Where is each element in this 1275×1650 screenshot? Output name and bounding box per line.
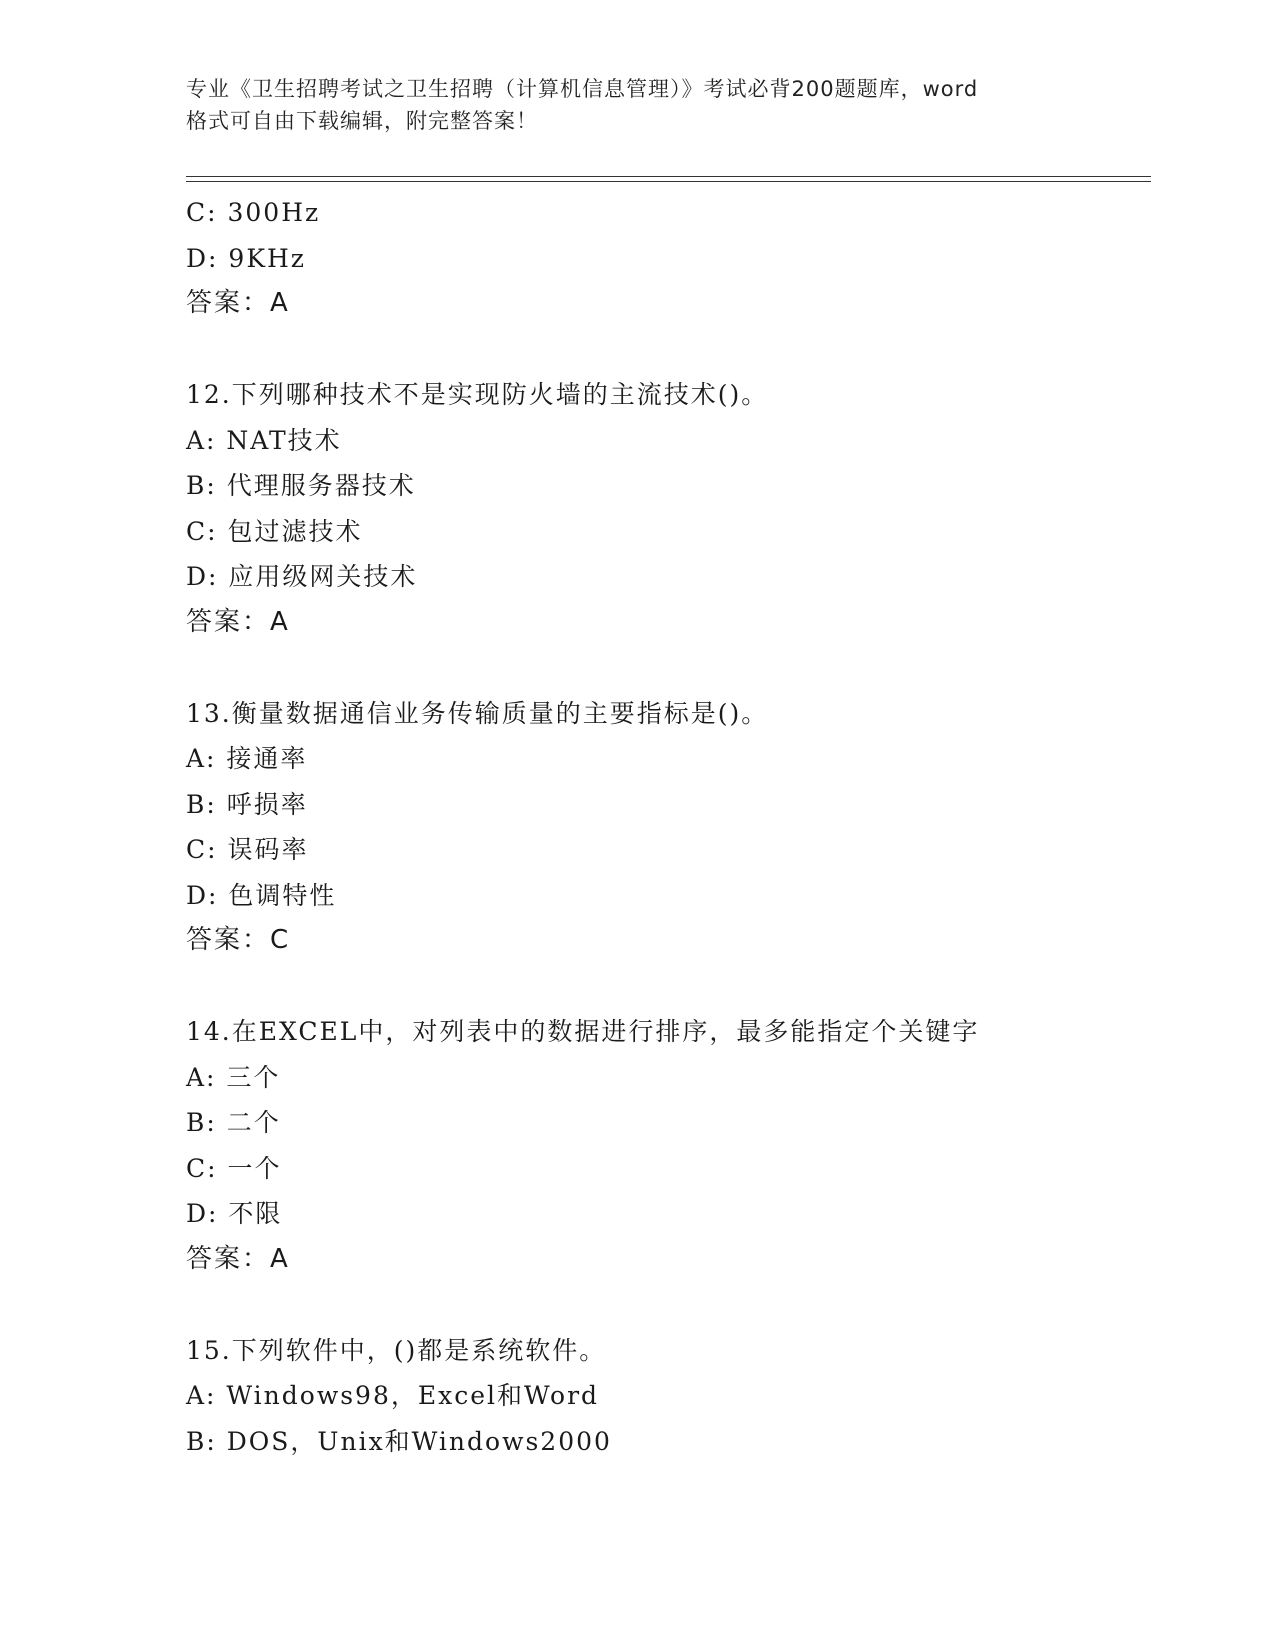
header-line-1: 专业《卫生招聘考试之卫生招聘（计算机信息管理）》考试必背200题题库，word: [186, 77, 979, 101]
option-line: D: 应用级网关技术: [186, 562, 418, 591]
option-line: A: Windows98，Excel和Word: [186, 1381, 600, 1410]
document-header: [186, 73, 1086, 137]
answer-line: 答案：A: [186, 606, 290, 637]
question-13: [186, 691, 1146, 964]
spacer: [186, 964, 1146, 1010]
option-line: C: 误码率: [186, 835, 309, 864]
header-rule-top: [186, 176, 1151, 177]
option-line: A: NAT技术: [186, 425, 342, 455]
answer-line: 答案：A: [186, 1243, 290, 1274]
question-15: [186, 1328, 1146, 1465]
option-line: C: 300Hz: [186, 198, 321, 227]
question-list: [186, 190, 1146, 1464]
option-line: D: 色调特性: [186, 880, 337, 910]
spacer: [186, 645, 1146, 691]
spacer: [186, 1282, 1146, 1328]
option-line: A: 接通率: [186, 744, 308, 773]
question-stem: 12.下列哪种技术不是实现防火墙的主流技术()。: [186, 380, 769, 409]
question-stem: 13.衡量数据通信业务传输质量的主要指标是()。: [186, 698, 769, 728]
option-line: C: 包过滤技术: [186, 516, 363, 546]
question-14: [186, 1009, 1146, 1282]
question-stem: 14.在EXCEL中，对列表中的数据进行排序，最多能指定个关键字: [186, 1017, 980, 1046]
answer-line: 答案：C: [186, 925, 291, 955]
spacer: [186, 327, 1146, 373]
option-line: B: 代理服务器技术: [186, 471, 416, 500]
option-line: A: 三个: [186, 1062, 281, 1092]
question-stem: 15.下列软件中，()都是系统软件。: [186, 1335, 607, 1365]
option-line: D: 不限: [186, 1199, 283, 1228]
option-line: B: 呼损率: [186, 789, 308, 819]
header-line-2: 格式可自由下载编辑，附完整答案！: [186, 109, 538, 133]
answer-line: 答案：A: [186, 288, 290, 318]
question-12: [186, 372, 1146, 645]
option-line: B: DOS，Unix和Windows2000: [186, 1426, 612, 1456]
carryover-block: [186, 190, 1146, 327]
option-line: B: 二个: [186, 1108, 281, 1137]
option-line: D: 9KHz: [186, 243, 306, 273]
option-line: C: 一个: [186, 1153, 282, 1183]
header-rule-bottom: [186, 181, 1151, 182]
